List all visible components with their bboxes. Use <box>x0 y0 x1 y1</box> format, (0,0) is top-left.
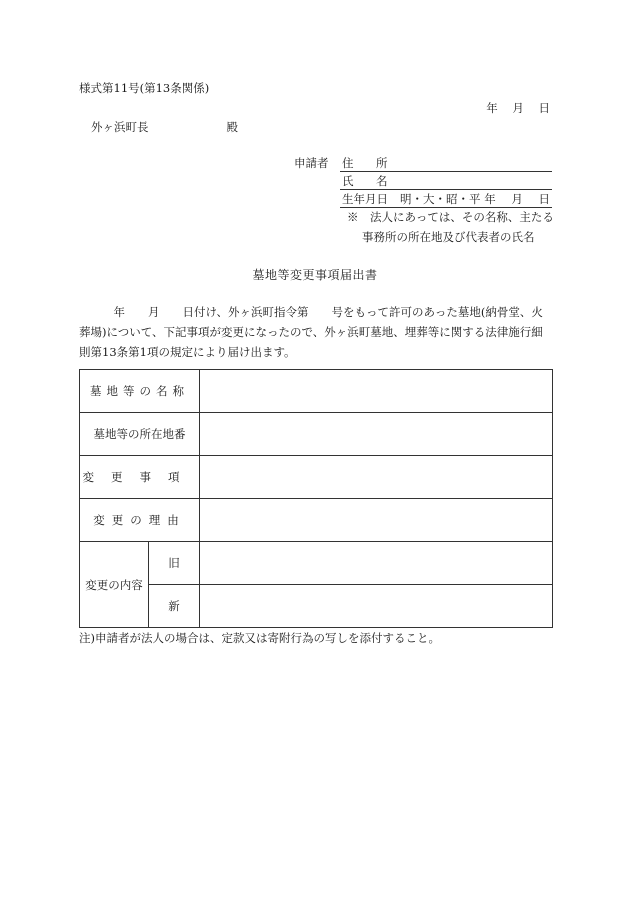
change-reason-label: 変更の理由 <box>80 499 200 542</box>
birthdate-units: 年 月 日 <box>484 192 550 206</box>
table-row <box>80 456 553 499</box>
body-line-3: 則第13条第1項の規定により届け出ます。 <box>79 345 296 359</box>
applicant-address-field[interactable] <box>340 154 552 172</box>
cemetery-location-field[interactable] <box>200 413 553 456</box>
change-item-label: 変更事項 <box>80 456 200 499</box>
name-label-char2: 名 <box>376 174 388 188</box>
addressee-honorific: 殿 <box>226 120 238 134</box>
table-row <box>80 370 553 413</box>
addressee-block <box>91 119 238 135</box>
old-label: 旧 <box>149 542 200 585</box>
table-row <box>80 585 553 628</box>
submission-date-line: 年 月 日 <box>486 101 550 115</box>
birthdate-label: 生年月日 <box>342 192 388 206</box>
applicant-name-field[interactable] <box>340 172 552 190</box>
name-label-char1: 氏 <box>342 174 354 188</box>
footnote: 注)申請者が法人の場合は、定款又は寄附行為の写しを添付すること。 <box>79 631 440 645</box>
body-line-2: 葬場)について、下記事項が変更になったので、外ヶ浜町墓地、埋葬等に関する法律施行細 <box>79 325 543 339</box>
cemetery-name-field[interactable] <box>200 370 553 413</box>
form-number: 様式第11号(第13条関係) <box>79 81 210 95</box>
address-label-char2: 所 <box>376 156 388 170</box>
table-row <box>80 499 553 542</box>
change-reason-field[interactable] <box>200 499 553 542</box>
change-details-table <box>79 369 553 628</box>
corporate-note-line1: ※ 法人にあっては、その名称、主たる <box>347 210 554 224</box>
body-line-1: 年 月 日付け、外ヶ浜町指令第 号をもって許可のあった墓地(納骨堂、火 <box>79 305 543 319</box>
document-title: 墓地等変更事項届出書 <box>252 268 378 282</box>
body-paragraph <box>79 302 553 362</box>
change-item-field[interactable] <box>200 456 553 499</box>
old-content-field[interactable] <box>200 542 553 585</box>
change-content-label: 変更の内容 <box>80 542 149 628</box>
addressee-name: 外ヶ浜町長 <box>91 120 149 134</box>
corporate-note-line2: 事務所の所在地及び代表者の氏名 <box>362 230 535 244</box>
applicant-birthdate-field[interactable] <box>340 190 552 208</box>
address-label-char1: 住 <box>342 156 354 170</box>
table-row <box>80 413 553 456</box>
cemetery-name-label: 墓地等の名称 <box>80 370 200 413</box>
new-label: 新 <box>149 585 200 628</box>
era-options: 明・大・昭・平 <box>400 192 481 206</box>
cemetery-location-label: 墓地等の所在地番 <box>80 413 200 456</box>
table-row <box>80 542 553 585</box>
new-content-field[interactable] <box>200 585 553 628</box>
applicant-label: 申請者 <box>294 156 329 170</box>
